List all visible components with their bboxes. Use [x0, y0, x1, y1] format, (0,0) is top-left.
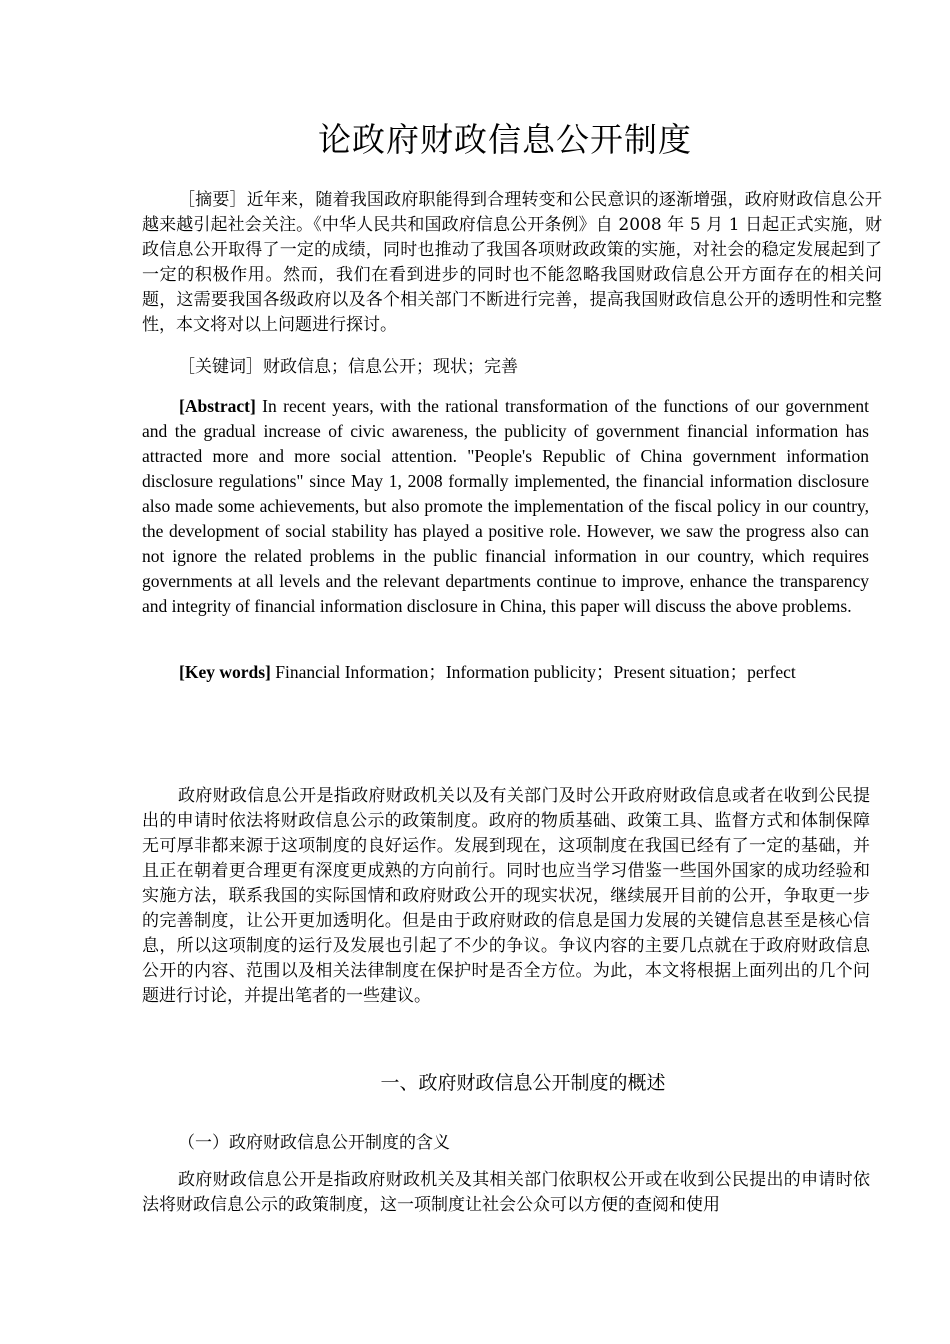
abstract-cn — [142, 188, 882, 338]
intro-paragraph: 政府财政信息公开是指政府财政机关以及有关部门及时公开政府财政信息或者在收到公民提出的申请时依法将财政信息公示的政策制度。政府的物质基础、政策工具、监督方式和体制保障无可厚非都来源于这项制度的良好运作。发展到现在，这项制度在我国已经有了一定的基础，并且正在朝着更合理更有深度更成熟的方向前行。同时也应当学习借鉴一些国外国家的成功经验和实施方法，联系我国的实际国情和政府财政公开的现实状况，继续展开目前的公开，争取更一步的完善制度，让公开更加透明化。但是由于政府财政的信息是国力发展的关键信息甚至是核心信息，所以这项制度的运行及发展也引起了不少的争议。争议内容的主要几点就在于政府财政信息公开的内容、范围以及相关法律制度在保护时是否全方位。为此，本文将根据上面列出的几个问题进行讨论，并提出笔者的一些建议。 — [142, 786, 870, 1006]
subsection-heading: （一）政府财政信息公开制度的含义 — [178, 1133, 450, 1153]
abstract-en — [142, 394, 869, 619]
abstract-cn-text: 近年来，随着我国政府职能得到合理转变和公民意识的逐渐增强，政府财政信息公开越来越引起社会关注。《中华人民共和国政府信息公开条例》自 2008 年 5 月 1 日起正式实施，财政信息公开取得了一定的成绩，同时也推动了我国各项财政政策的实施，对社会的稳定发展起到了一定的积极作用。然而，我们在看到进步的同时也不能忽略我国财政信息公开方面存在的相关问题，这需要我国各级政府以及各个相关部门不断进行完善，提高我国财政信息公开的透明性和完整性，本文将对以上问题进行探讨。 — [142, 190, 883, 335]
keywords-en — [142, 660, 870, 685]
section-heading: 一、政府财政信息公开制度的概述 — [380, 1072, 666, 1094]
abstract-en-label: [Abstract] — [179, 396, 256, 416]
keywords-cn — [142, 355, 870, 380]
keywords-en-text: Financial Information；Information publicity；Present situation；perfect — [270, 662, 796, 682]
abstract-en-text: In recent years, with the rational transformation of the functions of our government and the gradual increase of civic awareness, the publicity of government financial information has attracted more and more social attention. "People's Republic of China government information disclosure regulations" since May 1, 2008 formally implemented, the financial information disclosure also made some achievements, but also promote the implementation of the fiscal policy in our country, the development of social stability has played a positive role. However, we saw the progress also can not ignore the related problems in the public financial information in our country, which requires governments at all levels and the relevant departments continue to improve, enhance the transparency and integrity of financial information disclosure in China, this paper will discuss the above problems. — [142, 396, 869, 616]
abstract-cn-label: ［摘要］ — [178, 190, 247, 210]
keywords-cn-text: 财政信息；信息公开；现状；完善 — [263, 357, 518, 377]
definition-paragraph: 政府财政信息公开是指政府财政机关及其相关部门依职权公开或在收到公民提出的申请时依法将财政信息公示的政策制度，这一项制度让社会公众可以方便的查阅和使用 — [142, 1170, 870, 1215]
keywords-cn-label: ［关键词］ — [178, 357, 263, 377]
keywords-en-label: [Key words] — [179, 662, 271, 682]
document-title: 论政府财政信息公开制度 — [318, 120, 692, 159]
